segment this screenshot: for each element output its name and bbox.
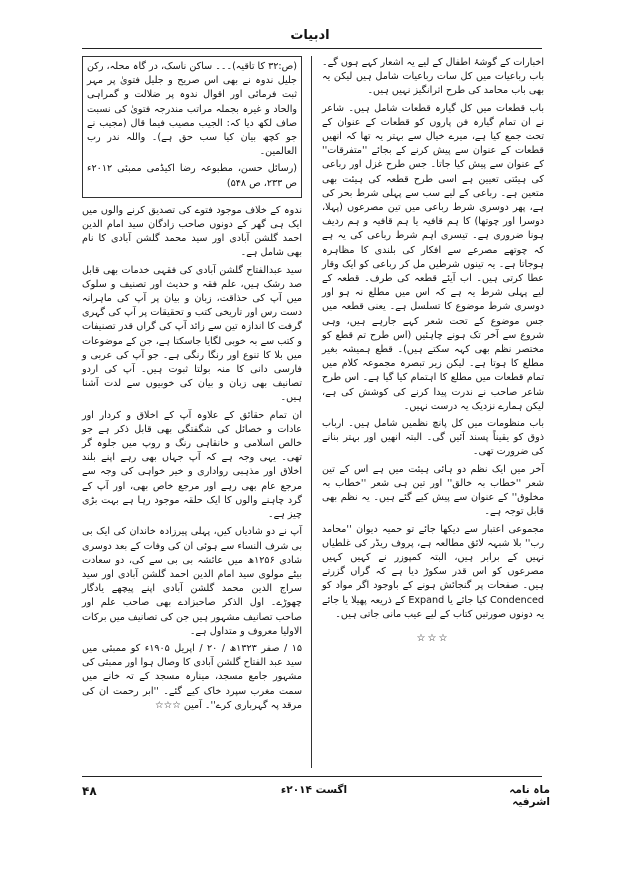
paragraph: باب منظومات میں کل پانچ نظمیں شامل ہیں۔ ارباب ذوق کو یقیناً پسند آئیں گی۔ البتہ انھیں اور بہتر بنانے کی ضرورت تھی۔ [322,418,544,458]
left-column [82,56,302,768]
paragraph: سید عبدالفتاح گلشن آبادی کی فقہی خدمات بھی قابل صد رشک ہیں، علم فقہ و حدیث اور تصنیف و سلوک میں آپ کی حذاقت، زبان و بیان پر آپ کی ماہرانہ دست رس اور تاریخی کتب و تحقیقات پر آپ کی گہری گرفت کا اندازہ تین سے زائد آپ کی گراں قدر تصنیفات و کتب سے بہ خوبی لگایا جاسکتا ہے، جن کے موضوعات میں بلا کا تنوع اور رنگا رنگی ہے۔ جو آپ کی عربی و فارسی دانی کا منہ بولتا ثبوت ہیں۔ آپ کی اردو تصانیف بھی زبان و بیان کی خوبیوں سے لدت آشنا ہیں۔ [82,264,302,404]
right-column [322,56,544,768]
citation: (رسائل حسن، مطبوعہ رضا اکیڈمی ممبئی ۲۰۱۲ء ص ۲۳۳، ص ۵۴۸) [87,163,297,189]
section-header: ادبیات [290,28,330,43]
column-divider [311,56,312,768]
paragraph: آپ نے دو شادیاں کیں، پہلی پیرزادہ خاندان کی ایک بی بی شرف النساء سے ہوئی ان کی وفات کے بعد دوسری شادی ۱۲۵۶ھ میں عائشہ بی بی سے کی، دو سعادت بیٹے مولوی سید امام الدین احمد گلشن آبادی اور سید سراج الدین محمد گلشن آبادی اپنے پیچھے یادگار چھوڑے۔ اول الذکر صاحبزادے بھی صاحب علم اور صاحب تصانیف مشہور ہیں جن کی تصانیف میں برکات الاولیا معروف و متداول ہے۔ [82,526,302,637]
magazine-name: ماہ نامہ اشرفیہ [509,784,550,808]
quoted-text: (ص:۳۲ کا تاقیہ)۔۔۔ ساکن ناسک، در گاہ محلہ، رکن جلیل ندوہ نے بھی اس صریح و جلیل فتویٰ پر مہر ثبت فرمائی اور اقوال ندوہ پر ضلالت و گمراہی والحاد و غیرہ بجملہ مراتب مندرجہ فتویٰ کی نسبت صاف لکھ دیا کہ: الجیب مصیب فیما قال (مجیب نے جو کچھ بیان کیا سب حق ہے)۔ واللہ ندر رب العالمین۔ [87,61,297,158]
paragraph: ندوہ کے خلاف موجود فتوے کی تصدیق کرنے والوں میں ایک ہی گھر کے دونوں صاحب زادگان سید امام الدین احمد گلشن آبادی اور سید محمد گلشن آبادی کا نام بھی شامل ہے۔ [82,204,302,259]
paragraph: مجموعی اعتبار سے دیکھا جائے تو حمیہ دیوان ''محامد رب'' بلا شبہہ لائق مطالعہ ہے، پروف ریڈر کی غلطیاں نہیں کے برابر ہیں، البتہ کمپوزر نے کہیں کہیں مصرعوں کو اس قدر سکوڑ دیا ہے کہ گراں گزرتے ہیں۔ صفحات پر گنجائش ہونے کے باوجود اگر مواد کو Condenced کیا جائے یا Expand کے ذریعہ پھیلا یا جائے یہ دونوں صورتیں کتاب کے لیے عیب مانی جاتی ہیں۔ [322,523,544,620]
header-rule [82,48,542,49]
paragraph: ۱۵ / صفر ۱۳۲۳ھ / ۲۰ / اپریل ۱۹۰۵ء کو ممبئی میں سید عبد الفتاح گلشن آبادی کا وصال ہوا اور ممبئی کی مشہور جامع مسجد، مینارہ مسجد کے تہ خانے میں سمت مغرب سپرد خاک کیے گئے۔ ''ابر رحمت ان کی مرقد پہ گہرباری کرے''۔ آمین ☆☆☆ [82,642,302,711]
quoted-box [82,56,302,198]
paragraph: ان تمام حقائق کے علاوہ آپ کے اخلاق و کردار اور عادات و خصائل کی شگفتگی بھی قابل ذکر ہے جو خالص اسلامی و خانقاہی رنگ و روپ میں جلوہ گر تھی۔ یہی وجہ ہے کہ آپ جہاں بھی رہے اپنے بلند اخلاق اور مذہبی رواداری و خیر خواہی کی وجہ سے مرجع عام بھی رہے اور مرجع خاص بھی، اور آپ کے گرد چاہنے والوں کا ایک حلقہ موجود رہا ہے بہت بڑی چیز ہے۔ [82,409,302,521]
footer-rule [82,776,542,777]
paragraph: اخبارات کے گوشۂ اطفال کے لیے یہ اشعار کہے ہوں گے۔ باب رباعیات میں کل سات رباعیات شامل ہیں لیکن یہ بھی باب محامد کی طرح اثرانگیز نہیں ہیں۔ [322,57,544,97]
end-mark: ☆☆☆ [416,632,450,644]
paragraph: باب قطعات میں کل گیارہ قطعات شامل ہیں۔ شاعر نے ان تمام گیارہ فن پاروں کو قطعات کے عنوان کے تحت جمع کیا ہے، میرے خیال سے بہتر یہ تھا کہ انھیں قطعات کے عنوان سے پیش کرنے کے بجائے ''متفرقات'' کے عنوان سے پیش کیا جاتا۔ جس طرح غزل اور رباعی کی ہیئتی تعیین ہے اسی طرح قطعہ کی ہیئت بھی متعین ہے۔ رباعی کے لیے سب سے پہلی شرط بحر کی ہے، پھر دوسری شرط رباعی میں تین مصرعوں (پہلا، دوسرا اور چوتھا) کا ہم قافیہ یا ہم قافیہ و ہم ردیف ہونا ضروری ہے۔ تیسری اہم شرط رباعی کی یہ ہے کہ چوتھے مصرعے سے افکار کی بلندی کا مظاہرہ ہوجاتا ہے۔ یہ تینوں شرطیں مل کر رباعی کو ایک وقار عطا کرتی ہیں۔ اب آیئے قطعہ کی طرف۔ قطعہ کے لیے پہلی شرط یہ ہے کہ اس میں مطلع نہ ہو اور دوسری شرط موضوع کا تسلسل ہے۔ یعنی قطعہ میں جس موضوع کے تحت شعر کہے جارہے ہیں، وہی شروع سے آخر تک ہونے چاہئیں (اس طرح تم قطع کو مختصر نظم بھی کہہ سکتے ہیں)۔ قطع ہمیشہ بغیر مطلع کا ہوتا ہے۔ لیکن زیر تبصرہ مجموعہ کلام میں تمام قطعات میں مطلع کا اہتمام کیا گیا ہے۔ اس طرح شاعر صاحب نے ندرت پیدا کرنے کی کوشش کی ہے، لیکن ہمارے نزدیک یہ درست نہیں۔ [322,102,544,412]
issue-date: اگست ۲۰۱۴ء [280,784,348,796]
page-number: ۴۸ [82,784,97,798]
paragraph: آخر میں ایک نظم دو ہائی ہیئت میں ہے اس کے تین شعر ''خطاب بہ خالق'' اور تین ہی شعر ''خطاب بہ مخلوق'' کے عنوان سے پیش کیے گئے ہیں۔ یہ نظم بھی قابل توجہ ہے۔ [322,463,544,518]
